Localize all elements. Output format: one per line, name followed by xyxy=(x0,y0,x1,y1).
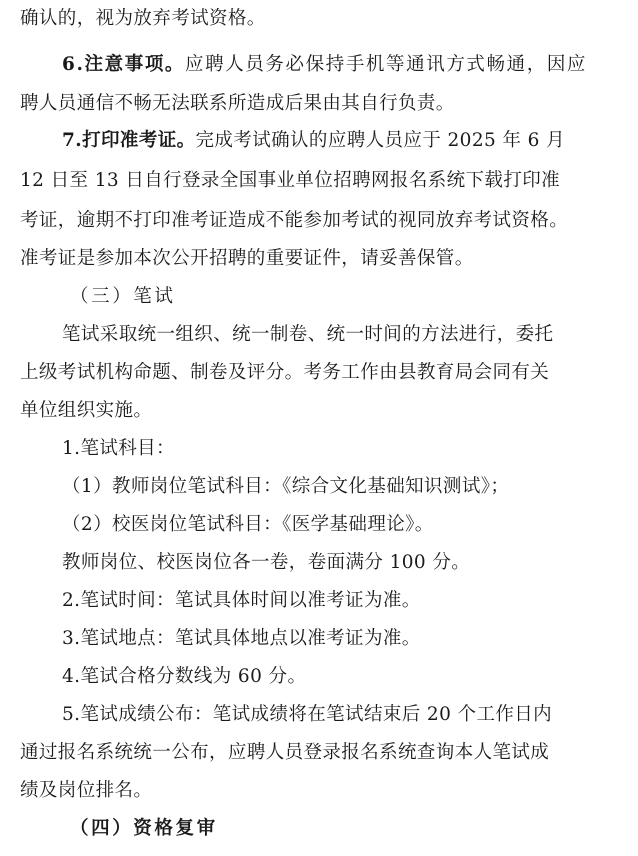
list-item xyxy=(62,438,175,460)
text-line xyxy=(20,170,560,192)
list-item xyxy=(62,590,421,612)
line-text: （1）教师岗位笔试科目：《综合文化基础知识测试》； xyxy=(62,476,510,497)
list-item xyxy=(62,514,434,536)
list-item xyxy=(62,666,306,688)
text-line xyxy=(20,210,568,232)
text-line xyxy=(20,742,549,764)
section-heading-qualification-review xyxy=(70,818,218,840)
line-text: 单位组织实施。 xyxy=(20,400,153,421)
text-line xyxy=(62,552,470,574)
line-text: 通过报名系统统一公布，应聘人员登录报名系统查询本人笔试成 xyxy=(20,742,550,763)
line-text: 笔试采取统一组织、统一制卷、统一时间的方法进行，委托 xyxy=(62,324,554,345)
line-text: 完成考试确认的应聘人员应于 2025 年 6 月 xyxy=(195,130,565,151)
line-text: 3.笔试地点：笔试具体地点以准考证为准。 xyxy=(62,628,421,649)
line-text: 准考证是参加本次公开招聘的重要证件，请妥善保管。 xyxy=(20,248,474,269)
line-text: 4.笔试合格分数线为 60 分。 xyxy=(62,666,307,687)
list-item xyxy=(62,704,552,726)
line-text: 12 日至 13 日自行登录全国事业单位招聘网报名系统下载打印准 xyxy=(20,170,561,191)
paragraph-heading: 6.注意事项。 xyxy=(62,54,186,75)
paragraph-heading: 7.打印准考证。 xyxy=(62,130,196,151)
list-item xyxy=(62,628,421,650)
line-text: 绩及岗位排名。 xyxy=(20,780,153,801)
line-text: 2.笔试时间：笔试具体时间以准考证为准。 xyxy=(62,590,421,611)
text-line xyxy=(62,324,553,346)
text-line xyxy=(20,400,152,422)
line-text: 确认的，视为放弃考试资格。 xyxy=(20,8,266,29)
text-line xyxy=(20,780,152,802)
text-line xyxy=(20,93,455,115)
line-text: 上级考试机构命题、制卷及评分。考务工作由县教育局会同有关 xyxy=(20,362,550,383)
line-text: （2）校医岗位笔试科目：《医学基础理论》。 xyxy=(62,514,434,535)
line-text: 教师岗位、校医岗位各一卷，卷面满分 100 分。 xyxy=(62,552,471,573)
paragraph-notice xyxy=(62,54,587,76)
section-heading: （三）笔试 xyxy=(70,286,176,307)
line-text: 考证，逾期不打印准考证造成不能参加考试的视同放弃考试资格。 xyxy=(20,210,569,231)
paragraph-admission-ticket xyxy=(62,130,565,152)
line-text: 聘人员通信不畅无法联系所造成后果由其自行负责。 xyxy=(20,93,455,114)
text-line xyxy=(20,248,474,270)
text-line xyxy=(20,362,549,384)
line-text: 应聘人员务必保持手机等通讯方式畅通，因应 xyxy=(185,54,588,75)
list-item xyxy=(62,476,509,498)
line-text: 5.笔试成绩公布：笔试成绩将在笔试结束后 20 个工作日内 xyxy=(62,704,553,725)
section-heading: （四）资格复审 xyxy=(70,818,218,839)
line-text: 1.笔试科目： xyxy=(62,438,175,459)
section-heading-written-exam xyxy=(70,286,176,308)
text-line xyxy=(20,8,266,30)
